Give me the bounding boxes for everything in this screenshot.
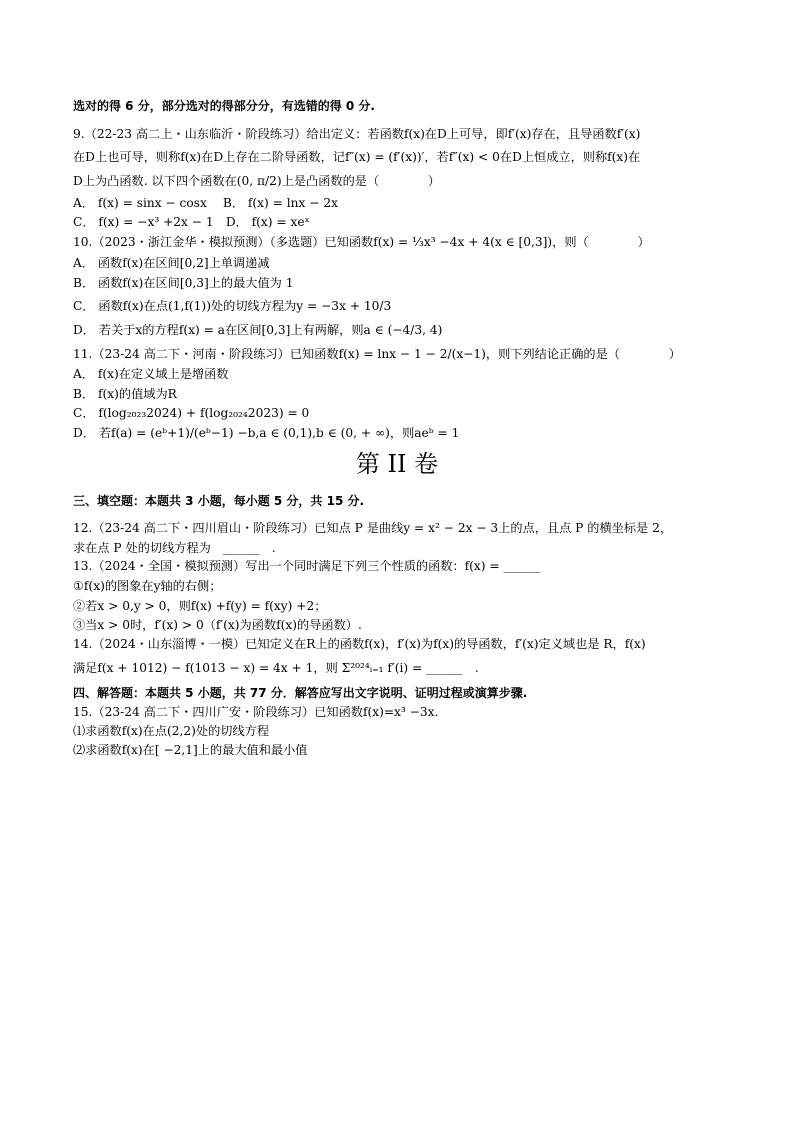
q13-property-3: ③当x > 0时，f′(x) > 0（f′(x)为函数f(x)的导函数）. [73,618,362,632]
instruction-line: 选对的得 6 分，部分选对的得部分分，有选错的得 0 分. [73,99,375,113]
q9-options-cd: C． f(x) = −x³ +2x − 1 D． f(x) = xeˣ [73,215,310,229]
q13-property-1: ①f(x)的图象在y轴的右侧； [73,579,222,593]
q11-option-b: B． f(x)的值域为R [73,387,177,401]
q9-stem-line-1: 9.（22-23 高二上・山东临沂・阶段练习）给出定义：若函数f(x)在D上可导，即f′(x)存在，且导函数f′(x) [73,127,641,141]
q11-stem: 11.（23-24 高二下・河南・阶段练习）已知函数f(x) = lnx − 1 − 2/(x−1)，则下列结论正确的是（ ） [73,347,681,361]
q10-stem: 10.（2023・浙江金华・模拟预测）（多选题）已知函数f(x) = ⅓x³ −4x + 4(x ∈ [0,3])，则（ ） [73,235,650,249]
q9-stem-line-3: D上为凸函数. 以下四个函数在(0, π/2)上是凸函数的是（ ） [73,174,441,188]
q11-option-a: A． f(x)在定义域上是增函数 [73,367,229,381]
q10-option-a: A． 函数f(x)在区间[0,2]上单调递减 [73,256,270,270]
q10-option-d: D． 若关于x的方程f(x) = a在区间[0,3]上有两解，则a ∈ (−4/3, 4) [73,323,443,337]
q15-stem: 15.（23-24 高二下・四川广安・阶段练习）已知函数f(x)=x³ −3x. [73,705,439,719]
q9-options-ab: A． f(x) = sinx − cosx B． f(x) = lnx − 2x [73,196,338,210]
section-title: 第 II 卷 [355,450,439,478]
fill-in-section-heading: 三、填空题：本题共 3 小题，每小题 5 分，共 15 分. [73,494,365,508]
q15-part-2: ⑵求函数f(x)在[ −2,1]上的最大值和最小值 [73,743,308,757]
answer-section-heading: 四、解答题：本题共 5 小题，共 77 分．解答应写出文字说明、证明过程或演算步骤. [73,686,528,700]
q11-option-d: D． 若f(a) = (eᵇ+1)/(eᵇ−1) −b,a ∈ (0,1),b ∈ (0, + ∞)，则aeᵇ = 1 [73,426,460,440]
q10-option-c: C． 函数f(x)在点(1,f(1))处的切线方程为y = −3x + 10/3 [73,299,392,313]
q13-property-2: ②若x > 0,y > 0，则f(x) +f(y) = f(xy) +2； [73,599,327,613]
q12-line-2: 求在点 P 处的切线方程为 ______ . [73,541,276,555]
q15-part-1: ⑴求函数f(x)在点(2,2)处的切线方程 [73,724,270,738]
q13-stem: 13.（2024・全国・模拟预测）写出一个同时满足下列三个性质的函数：f(x) = ______ [73,559,541,573]
q9-stem-line-2: 在D上也可导，则称f(x)在D上存在二阶导函数，记f″(x) = (f′(x))′，若f″(x) < 0在D上恒成立，则称f(x)在 [73,150,641,164]
q14-line-2: 满足f(x + 1012) − f(1013 − x) = 4x + 1，则 Σ²⁰²⁴ᵢ₌₁ f′(i) = ______ . [73,661,479,675]
q10-option-b: B． 函数f(x)在区间[0,3]上的最大值为 1 [73,276,294,290]
q11-option-c: C． f(log₂₀₂₃2024) + f(log₂₀₂₄2023) = 0 [73,406,310,420]
q14-line-1: 14.（2024・山东淄博・一模）已知定义在R上的函数f(x)，f′(x)为f(x)的导函数，f′(x)定义域也是 R，f(x) [73,637,646,651]
q12-line-1: 12.（23-24 高二下・四川眉山・阶段练习）已知点 P 是曲线y = x² − 2x − 3上的点，且点 P 的横坐标是 2， [73,521,673,535]
